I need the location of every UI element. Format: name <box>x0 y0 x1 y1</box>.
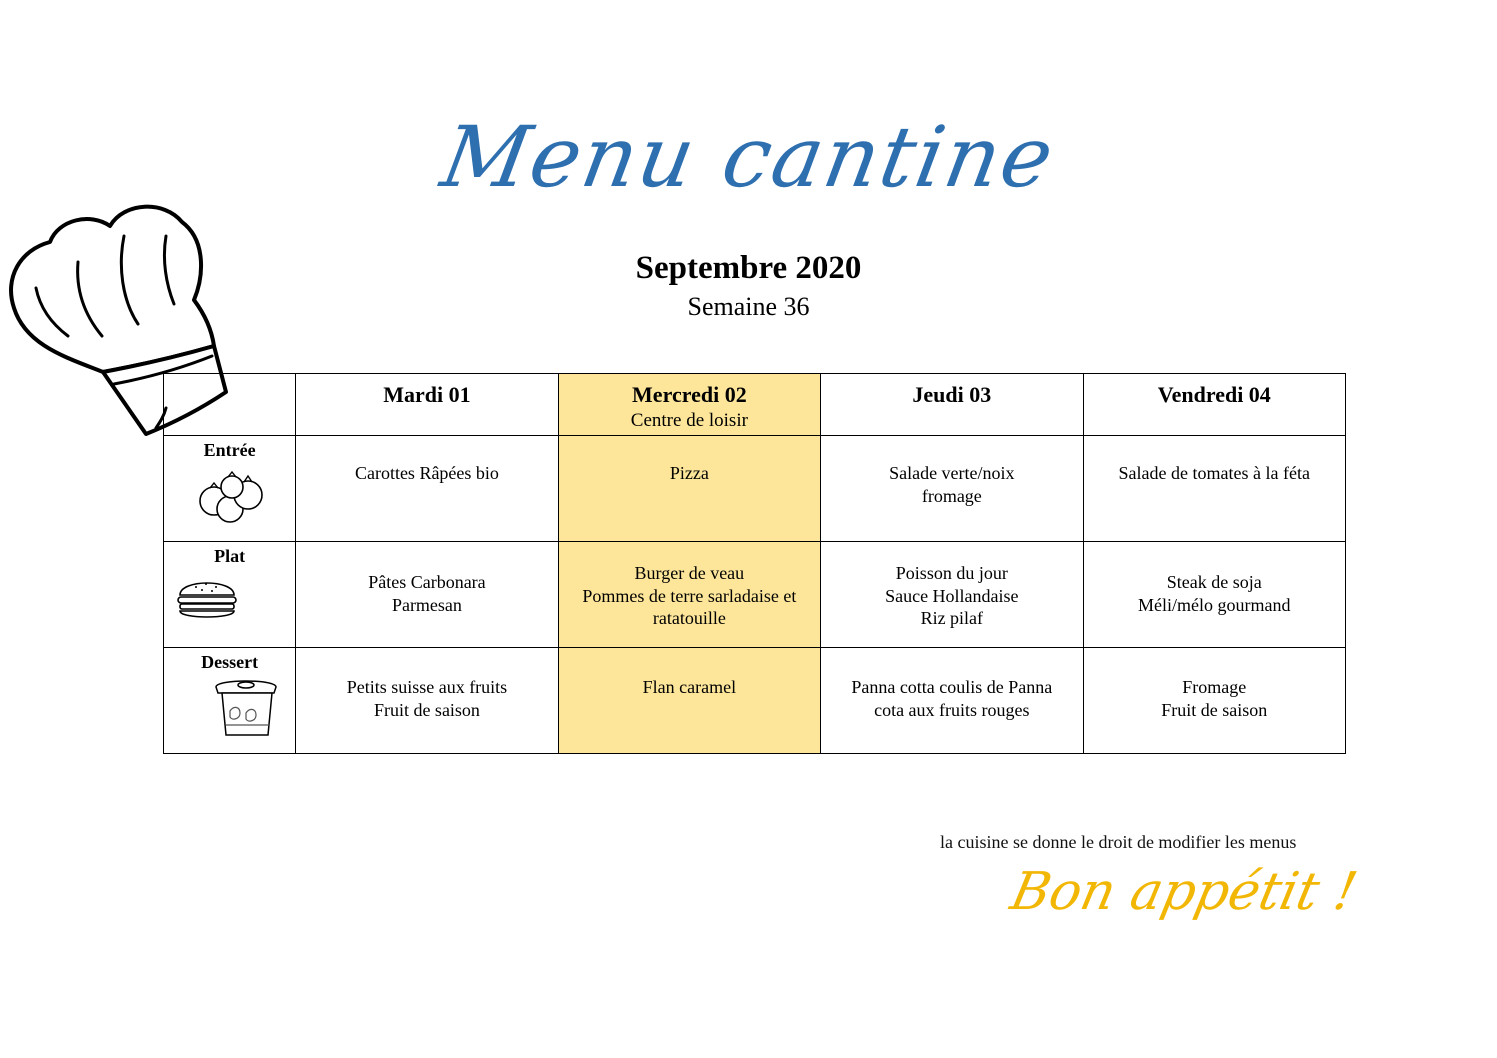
tomatoes-icon <box>190 465 270 525</box>
category-label: Plat <box>214 546 246 566</box>
day-note: Centre de loisir <box>630 410 748 431</box>
entree-label-cell <box>164 436 296 542</box>
dish-line: cota aux fruits rouges <box>874 699 1030 720</box>
dish-line: Sauce Hollandaise <box>885 585 1019 606</box>
dish-line: Salade verte/noix <box>889 463 1015 483</box>
entree-vendredi-cell <box>1083 436 1345 542</box>
day-header-mardi <box>296 374 558 436</box>
dish-line: Poisson du jour <box>895 563 1008 583</box>
day-name: Vendredi 04 <box>1157 382 1271 407</box>
disclaimer-note: la cuisine se donne le droit de modifier les menus <box>940 832 1297 852</box>
entree-mercredi-cell <box>558 436 820 542</box>
menu-table <box>163 373 1346 754</box>
dish-line: Fruit de saison <box>373 699 480 720</box>
entree-mardi-cell <box>296 436 558 542</box>
plat-label-cell <box>164 542 296 648</box>
dish-line: Carottes Râpées bio <box>354 463 499 483</box>
day-header-jeudi <box>821 374 1083 436</box>
day-name: Mardi 01 <box>383 382 471 407</box>
dish-line: fromage <box>921 485 982 506</box>
days-header-row <box>164 374 1346 436</box>
dessert-jeudi-cell <box>821 648 1083 754</box>
day-header-mercredi <box>558 374 820 436</box>
entree-jeudi-cell <box>821 436 1083 542</box>
dish-line: Pâtes Carbonara <box>368 572 486 592</box>
dish-line: Parmesan <box>391 594 462 615</box>
day-name: Jeudi 03 <box>912 382 992 407</box>
day-header-vendredi <box>1083 374 1345 436</box>
plat-jeudi-cell <box>821 542 1083 648</box>
day-name: Mercredi 02 <box>632 382 747 407</box>
dish-line: ratatouille <box>652 608 726 628</box>
dessert-vendredi-cell <box>1083 648 1345 754</box>
dish-line: Pommes de terre sarladaise et <box>582 585 797 606</box>
dish-line: Pizza <box>669 463 709 483</box>
dish-line: Fruit de saison <box>1161 699 1268 720</box>
menu-title: Menu cantine <box>434 108 1063 206</box>
dessert-row <box>164 648 1346 754</box>
entree-row <box>164 436 1346 542</box>
dish-line: Riz pilaf <box>920 608 984 628</box>
dish-line: Méli/mélo gourmand <box>1138 594 1291 615</box>
dessert-label-cell <box>164 648 296 754</box>
dessert-mercredi-cell <box>558 648 820 754</box>
week-heading: Semaine 36 <box>687 292 810 321</box>
dish-line: Burger de veau <box>634 563 745 583</box>
dish-line: Panna cotta coulis de Panna <box>851 677 1053 697</box>
plat-mardi-cell <box>296 542 558 648</box>
dish-line: Salade de tomates à la féta <box>1118 463 1310 483</box>
category-label: Dessert <box>201 652 259 672</box>
bon-appetit-text: Bon appétit ! <box>1005 862 1363 922</box>
dish-line: Petits suisse aux fruits <box>346 677 508 697</box>
category-label: Entrée <box>203 440 256 460</box>
empty-corner-cell <box>164 374 296 436</box>
burger-icon <box>172 571 242 623</box>
dish-line: Fromage <box>1182 677 1247 697</box>
plat-mercredi-cell <box>558 542 820 648</box>
plat-vendredi-cell <box>1083 542 1345 648</box>
dessert-mardi-cell <box>296 648 558 754</box>
dish-line: Flan caramel <box>642 677 737 697</box>
dish-line: Steak de soja <box>1166 572 1262 592</box>
yogurt-cup-icon <box>212 677 282 739</box>
plat-row <box>164 542 1346 648</box>
month-heading: Septembre 2020 <box>635 250 862 286</box>
